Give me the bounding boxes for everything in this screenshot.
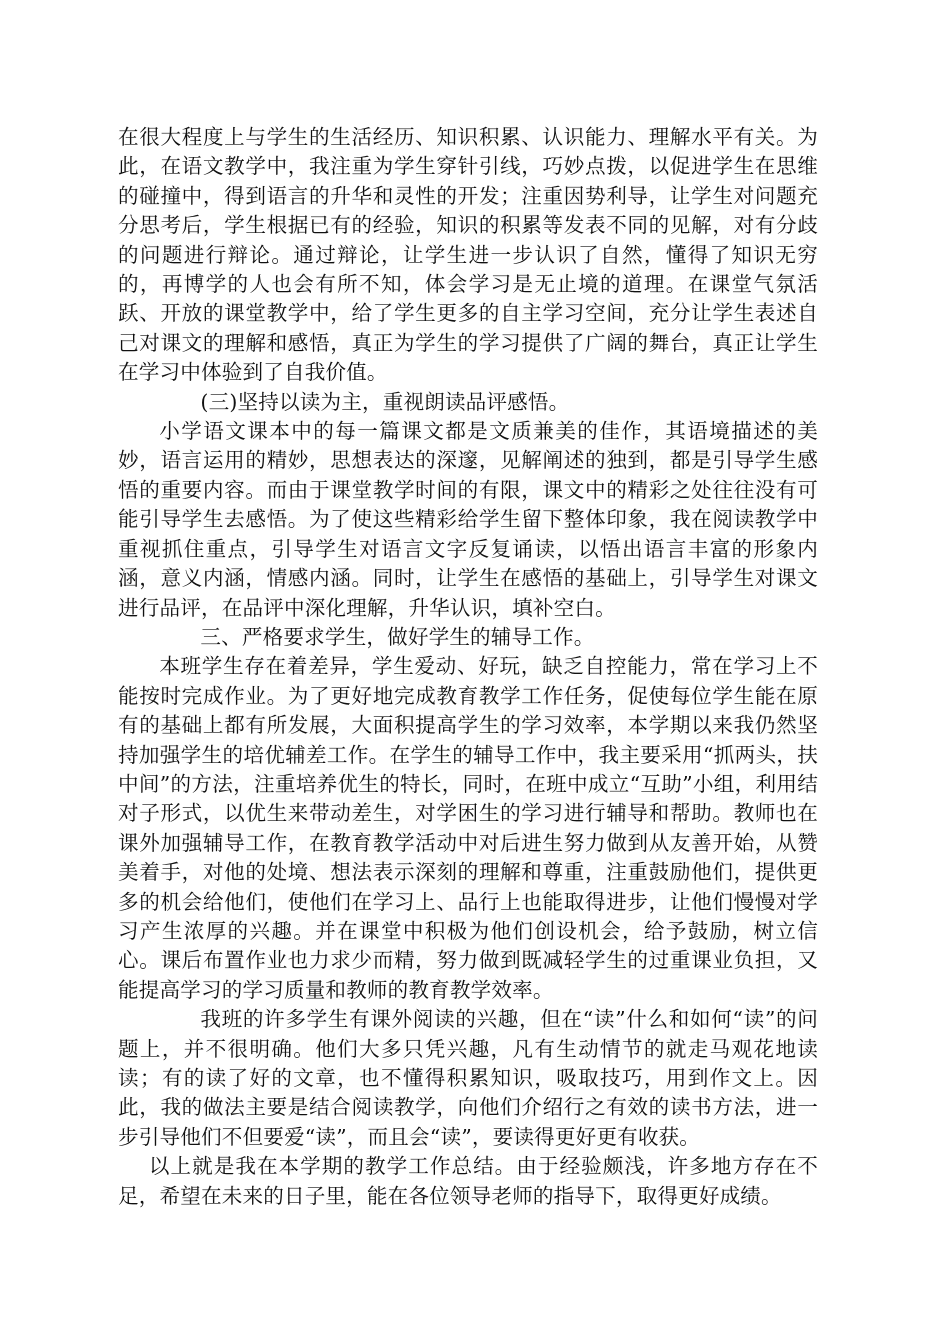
- paragraph-reading: 小学语文课本中的每一篇课文都是文质兼美的佳作，其语境描述的美妙，语言运用的精妙，思想表达的深邃，见解阐述的独到，都是引导学生感悟的重要内容。而由于课堂教学时间的有限，课文中的精彩之处往往没有可能引导学生去感悟。为了使这些精彩给学生留下整体印象，我在阅读教学中重视抓住重点，引导学生对语言文字反复诵读，以悟出语言丰富的形象内涵，意义内涵，情感内涵。同时，让学生在感悟的基础上，引导学生对课文进行品评，在品评中深化理解，升华认识，填补空白。: [118, 419, 818, 620]
- paragraph-extracurricular-reading: 我班的许多学生有课外阅读的兴趣，但在“读”什么和如何“读”的问题上，并不很明确。他们大多只凭兴趣，凡有生动情节的就走马观花地读读；有的读了好的文章，也不懂得积累知识，吸取技巧，用到作文上。因此，我的做法主要是结合阅读教学，向他们介绍行之有效的读书方法，进一步引导他们不但要爱“读”，而且会“读”，要读得更好更有收获。: [118, 1007, 818, 1149]
- paragraph-tutoring: 本班学生存在着差异，学生爱动、好玩，缺乏自控能力，常在学习上不能按时完成作业。为了更好地完成教育教学工作任务，促使每位学生能在原有的基础上都有所发展，大面积提高学生的学习效率，本学期以来我仍然坚持加强学生的培优辅差工作。在学生的辅导工作中，我主要采用“抓两头，扶中间”的方法，注重培养优生的特长，同时，在班中成立“互助”小组，利用结对子形式，以优生来带动差生，对学困生的学习进行辅导和帮助。教师也在课外加强辅导工作，在教育教学活动中对后进生努力做到从友善开始，从赞美着手，对他的处境、想法表示深刻的理解和尊重，注重鼓励他们，提供更多的机会给他们，使他们在学习上、品行上也能取得进步，让他们慢慢对学习产生浓厚的兴趣。并在课堂中积极为他们创设机会，给予鼓励，树立信心。课后布置作业也力求少而精，努力做到既减轻学生的过重课业负担，又能提高学习的学习质量和教师的教育教学效率。: [118, 654, 818, 1002]
- paragraph-continuation: 在很大程度上与学生的生活经历、知识积累、认识能力、理解水平有关。为此，在语文教学中，我注重为学生穿针引线，巧妙点拨，以促进学生在思维的碰撞中，得到语言的升华和灵性的开发；注重因势利导，让学生对问题充分思考后，学生根据已有的经验，知识的积累等发表不同的见解，对有分歧的问题进行辩论。通过辩论，让学生进一步认识了自然，懂得了知识无穷的，再博学的人也会有所不知，体会学习是无止境的道理。在课堂气氛活跃、开放的课堂教学中，给了学生更多的自主学习空间，充分让学生表述自己对课文的理解和感悟，真正为学生的学习提供了广阔的舞台，真正让学生在学习中体验到了自我价值。: [118, 125, 818, 385]
- paragraph-conclusion: 以上就是我在本学期的教学工作总结。由于经验颇浅，许多地方存在不足，希望在未来的日子里，能在各位领导老师的指导下，取得更好成绩。: [118, 1154, 818, 1208]
- section-heading-reading: (三)坚持以读为主，重视朗读品评感悟。: [200, 389, 570, 414]
- document-body: [118, 123, 818, 1211]
- section-heading-tutoring: 三、严格要求学生，做好学生的辅导工作。: [200, 624, 595, 649]
